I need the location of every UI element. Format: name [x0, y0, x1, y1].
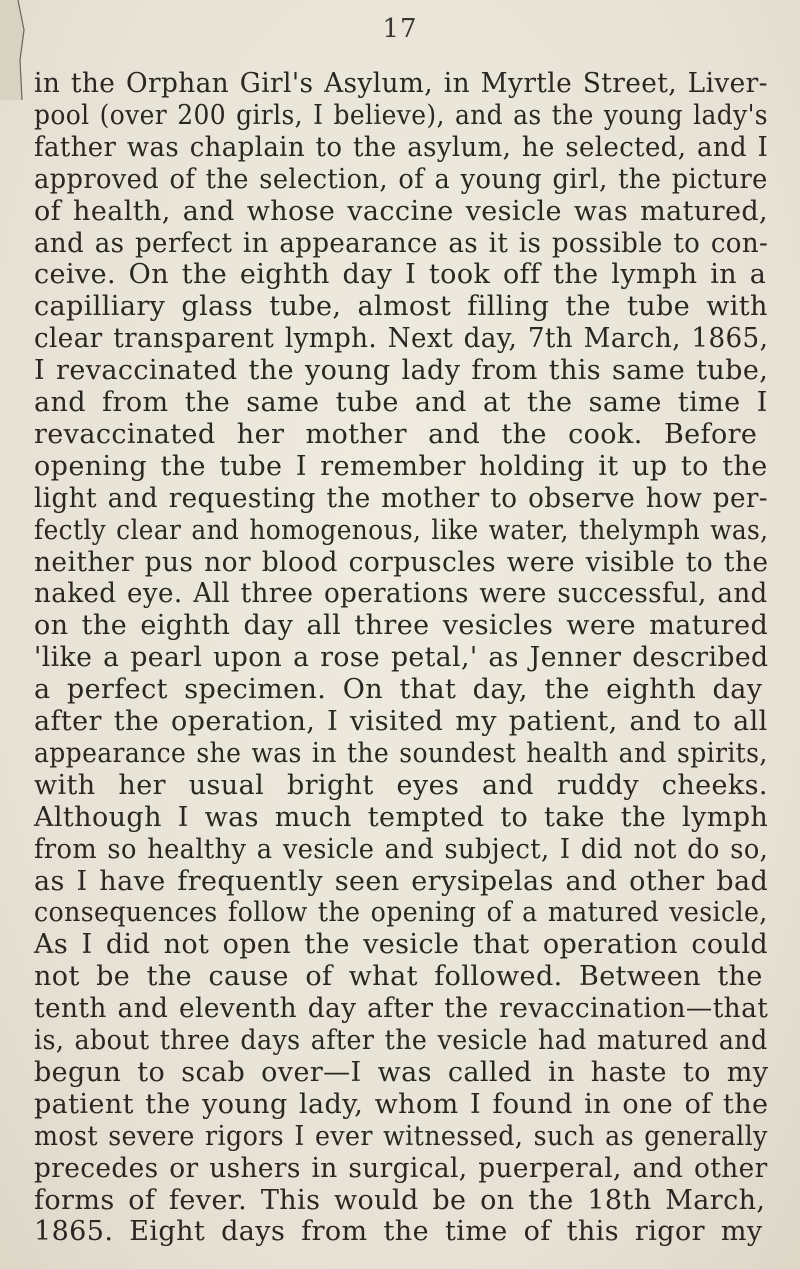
text-line: not be the cause of what followed. Between the	[34, 961, 763, 993]
text-line: As I did not open the vesicle that operation could	[34, 929, 769, 961]
text-line: consequences follow the opening of a matured vesicle,	[34, 897, 768, 929]
text-line: I revaccinated the young lady from this same tube,	[34, 355, 769, 387]
text-line: 'like a pearl upon a rose petal,' as Jenner described	[34, 642, 769, 674]
text-line: 1865. Eight days from the time of this rigor my	[34, 1216, 763, 1248]
text-line: is, about three days after the vesicle had matured and	[34, 1025, 768, 1056]
text-line: clear transparent lymph. Next day, 7th March, 1865,	[34, 323, 769, 355]
text-line: and from the same tube and at the same time I	[34, 387, 768, 418]
text-line: ceive. On the eighth day I took off the lymph in a	[34, 259, 767, 291]
text-line: begun to scab over—I was called in haste to my	[34, 1056, 769, 1088]
text-line: with her usual bright eyes and ruddy cheeks.	[34, 769, 768, 801]
text-line: capilliary glass tube, almost filling the tube with	[34, 291, 768, 323]
text-line: a perfect specimen. On that day, the eighth day	[34, 674, 763, 706]
text-line: from so healthy a vesicle and subject, I did not do so,	[34, 833, 769, 865]
text-line: Although I was much tempted to take the lymph	[34, 801, 769, 833]
text-line: naked eye. All three operations were successful, and	[34, 578, 768, 610]
page-number: 17	[382, 14, 418, 44]
text-line: and as perfect in appearance as it is possible to con-	[34, 227, 769, 259]
text-line: tenth and eleventh day after the revaccination—that	[34, 993, 769, 1025]
text-line: light and requesting the mother to observe how per-	[34, 482, 769, 514]
text-line: approved of the selection, of a young girl, the picture	[34, 163, 768, 195]
text-line: pool (over 200 girls, I believe), and as the young lady's	[34, 99, 768, 131]
text-line: on the eighth day all three vesicles were matured	[34, 610, 769, 642]
text-line: appearance she was in the soundest health and spirits,	[34, 737, 768, 769]
text-line: forms of fever. This would be on the 18th March,	[34, 1184, 766, 1216]
text-line: neither pus nor blood corpuscles were visible to the	[34, 546, 769, 578]
text-line: fectly clear and homogenous, like water, thelymph was,	[34, 514, 769, 546]
text-line: in the Orphan Girl's Asylum, in Myrtle Street, Liver-	[34, 68, 768, 99]
text-line: precedes or ushers in surgical, puerperal, and other	[34, 1152, 768, 1184]
text-line: after the operation, I visited my patient, and to all	[34, 706, 768, 737]
text-line: patient the young lady, whom I found in one of the	[34, 1088, 769, 1120]
text-line: revaccinated her mother and the cook. Before	[34, 418, 758, 450]
text-line: as I have frequently seen erysipelas and other bad	[34, 865, 769, 897]
text-line: most severe rigors I ever witnessed, such as generally	[34, 1120, 768, 1152]
text-line: opening the tube I remember holding it up to the	[34, 450, 768, 482]
text-line: father was chaplain to the asylum, he selected, and I	[34, 131, 769, 163]
text-line: of health, and whose vaccine vesicle was matured,	[34, 195, 769, 227]
